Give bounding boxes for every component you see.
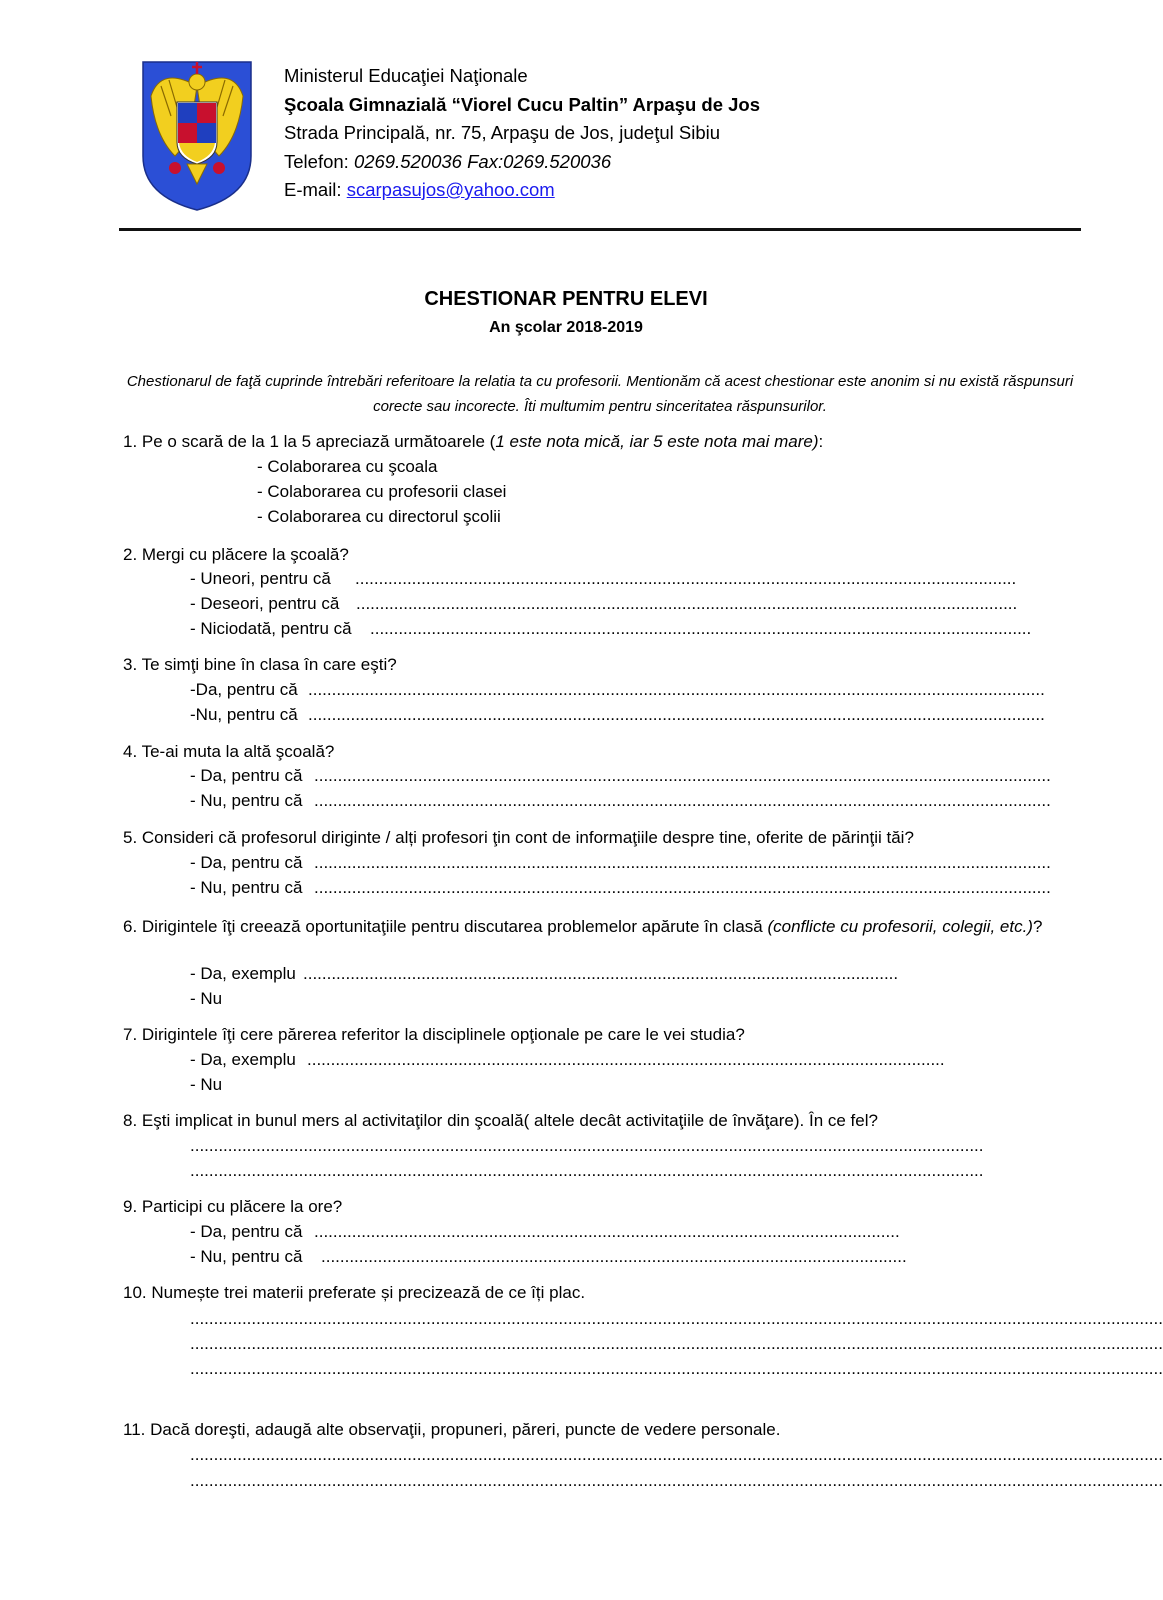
q6-note: (conflicte cu profesorii, colegii, etc.) xyxy=(767,917,1033,936)
question-7: 7. Dirigintele îţi cere părerea referitor la disciplinele opţionale pe care le vei studia? xyxy=(123,1025,745,1044)
question-1 xyxy=(123,432,823,452)
answer-line[interactable]: ............................................................................................................................................ xyxy=(370,619,1032,638)
q7-option-1: - Da, exemplu xyxy=(190,1050,296,1069)
q2-option-1: - Uneori, pentru că xyxy=(190,569,331,588)
q7-option-2: - Nu xyxy=(190,1075,223,1094)
email-label: E-mail: xyxy=(284,179,347,200)
q1-item-3: - Colaborarea cu directorul şcolii xyxy=(257,507,501,526)
answer-line[interactable]: ............................................................................................................................................................ xyxy=(308,705,1045,724)
q4-option-1: - Da, pentru că xyxy=(190,766,303,785)
q2-option-3: - Niciodată, pentru că xyxy=(190,619,352,638)
answer-line[interactable]: ........................................................................................................................................................................ xyxy=(190,1136,984,1155)
header-divider xyxy=(119,228,1081,231)
question-3: 3. Te simţi bine în clasa în care eşti? xyxy=(123,655,397,674)
answer-line[interactable]: .............................................................................................................................................................................................................. xyxy=(190,1309,1163,1328)
phone-label: Telefon: xyxy=(284,150,354,172)
question-8: 8. Eşti implicat in bunul mers al activitaţilor din şcoală( altele decât activitaţiile de învăţare). În ce fel? xyxy=(123,1111,878,1130)
q1-note: 1 este nota mică, iar 5 este nota mai mare) xyxy=(495,432,819,451)
q5-option-2: - Nu, pentru că xyxy=(190,878,303,897)
school-name: Şcoala Gimnazială “Viorel Cucu Paltin” Arpaşu de Jos xyxy=(284,93,761,115)
phone-line xyxy=(284,148,760,177)
answer-line[interactable]: ............................................................................................................................................................ xyxy=(314,878,1051,897)
email-line xyxy=(284,176,760,205)
answer-line[interactable]: .............................................................................................................................................................................................................. xyxy=(190,1471,1163,1490)
q6-option-2: - Nu xyxy=(190,989,223,1008)
q3-option-1: -Da, pentru că xyxy=(190,680,298,699)
q5-option-1: - Da, pentru că xyxy=(190,853,303,872)
school-address: Strada Principală, nr. 75, Arpaşu de Jos, judeţul Sibiu xyxy=(284,122,721,143)
answer-line[interactable]: ............................................................................................................................................................ xyxy=(314,766,1051,785)
answer-line[interactable]: ............................................................................................................................................ xyxy=(356,594,1018,613)
q1-item-1: - Colaborarea cu şcoala xyxy=(257,457,438,476)
answer-line[interactable]: .............................................................................................................................. xyxy=(303,964,899,983)
question-11: 11. Dacă doreşti, adaugă alte observaţii, propuneri, păreri, puncte de vedere personale. xyxy=(123,1420,781,1439)
answer-line[interactable]: ....................................................................................................................................... xyxy=(307,1050,945,1069)
q3-option-2: -Nu, pentru că xyxy=(190,705,298,724)
letterhead xyxy=(284,62,760,205)
answer-line[interactable]: .............................................................................................................................................................................................................. xyxy=(190,1359,1163,1378)
q6-text: 6. Dirigintele îţi creează oportunitaţiile pentru discutarea problemelor apărute în clasă xyxy=(123,917,768,936)
email-link[interactable]: scarpasujos@yahoo.com xyxy=(346,179,555,200)
coat-of-arms-logo xyxy=(141,56,253,212)
answer-line[interactable]: .............................................................................................................................................................................................................. xyxy=(190,1334,1163,1353)
q4-option-2: - Nu, pentru că xyxy=(190,791,303,810)
answer-line[interactable]: ............................................................................................................................................................ xyxy=(314,791,1051,810)
q6-option-1: - Da, exemplu xyxy=(190,964,296,983)
ministry-name: Ministerul Educaţiei Naţionale xyxy=(284,65,528,86)
q6-end: ? xyxy=(1032,917,1043,936)
answer-line[interactable]: .............................................................................................................................................................................................................. xyxy=(190,1445,1163,1464)
answer-line[interactable]: ............................................................................................................................................ xyxy=(355,569,1017,588)
document-subtitle: An şcolar 2018-2019 xyxy=(489,319,643,336)
q1-end: : xyxy=(818,432,824,451)
question-2: 2. Mergi cu plăcere la şcoală? xyxy=(123,545,349,564)
answer-line[interactable]: ............................................................................................................................................................ xyxy=(308,680,1045,699)
answer-line[interactable]: ............................................................................................................................ xyxy=(314,1222,900,1241)
answer-line[interactable]: ............................................................................................................................ xyxy=(321,1247,907,1266)
question-5: 5. Consideri că profesorul diriginte / alți profesori ţin cont de informaţiile despre tine, oferite de părinţii tăi? xyxy=(123,828,914,847)
q2-option-2: - Deseori, pentru că xyxy=(190,594,340,613)
question-4: 4. Te-ai muta la altă şcoală? xyxy=(123,742,335,761)
q9-option-1: - Da, pentru că xyxy=(190,1222,303,1241)
intro-paragraph: Chestionarul de faţă cuprinde întrebări referitoare la relatia ta cu profesorii. Mentionăm că acest chestionar este anonim si nu există răspunsuri corecte sau incorecte. Îti multumim pentru sinceritatea răspunsurilor. xyxy=(126,373,1074,415)
q1-item-2: - Colaborarea cu profesorii clasei xyxy=(257,482,507,501)
question-6 xyxy=(123,914,1073,939)
phone-value: 0269.520036 Fax:0269.520036 xyxy=(353,150,612,172)
question-9: 9. Participi cu plăcere la ore? xyxy=(123,1197,343,1216)
question-10: 10. Numește trei materii preferate și precizează de ce îți plac. xyxy=(123,1283,586,1302)
q9-option-2: - Nu, pentru că xyxy=(190,1247,303,1266)
q1-text: 1. Pe o scară de la 1 la 5 apreciază următoarele ( xyxy=(123,432,496,451)
document-title: CHESTIONAR PENTRU ELEVI xyxy=(424,288,708,310)
answer-line[interactable]: ............................................................................................................................................................ xyxy=(314,853,1051,872)
answer-line[interactable]: ........................................................................................................................................................................ xyxy=(190,1161,984,1180)
